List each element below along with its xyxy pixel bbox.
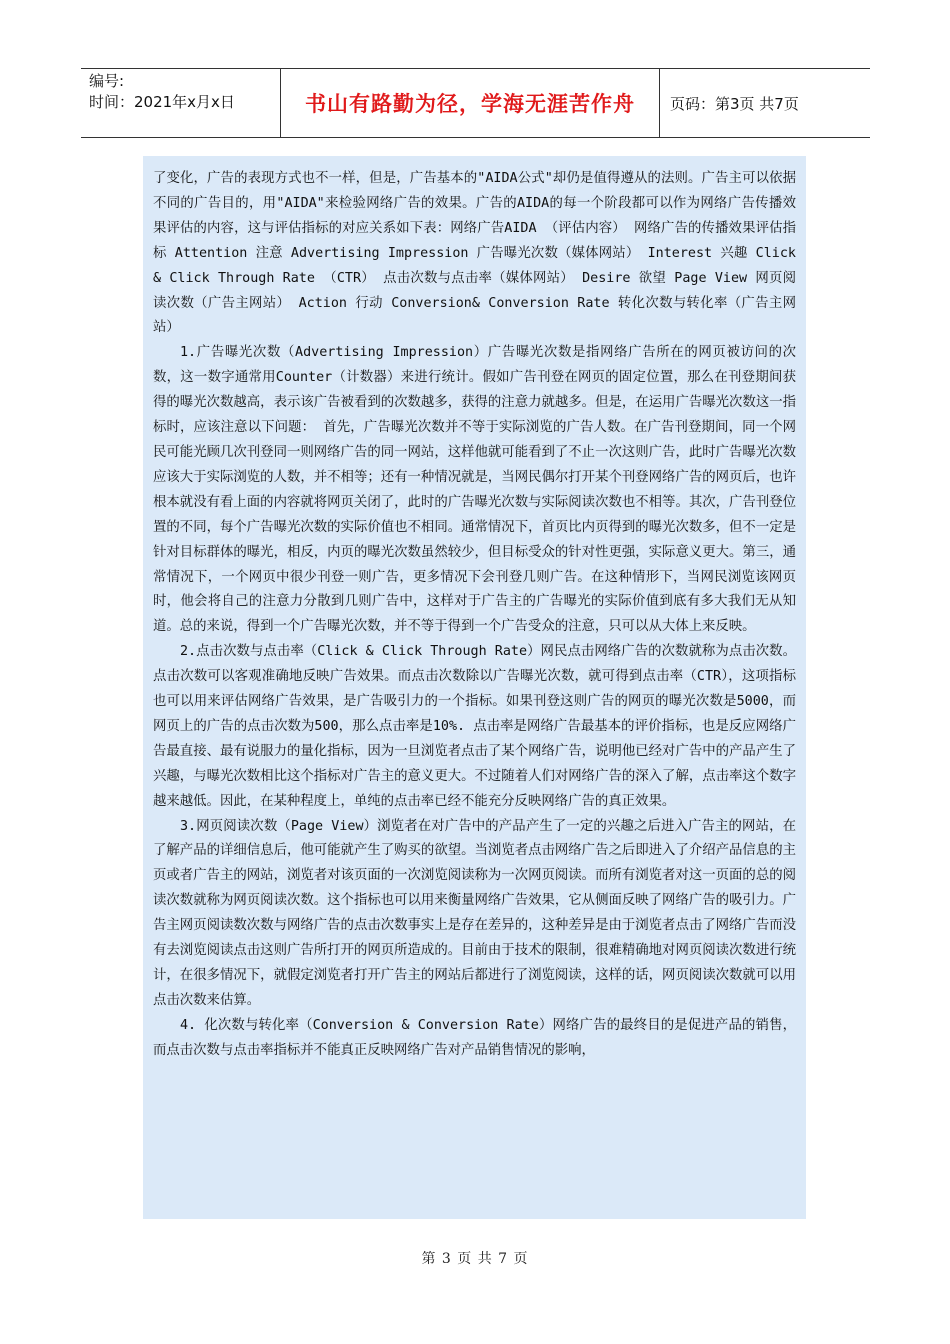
paragraph-intro: 了变化，广告的表现方式也不一样，但是，广告基本的"AIDA公式"却仍是值得遵从的法则。广告主可以依据不同的广告目的，用"AIDA"来检验网络广告的效果。广告的AIDA的每一个阶段都可以作为网络广告传播效果评估的内容，这与评估指标的对应关系如下表：网络广告AIDA （评估内容） 网络广告的传播效果评估指标 Attention 注意 Advertising Impression 广告曝光次数（媒体网站） Interest 兴趣 Click& Click Through Rate （CTR） 点击次数与点击率（媒体网站） Desire 欲望 Page View 网页阅读次数（广告主网站） Action 行动 Conversion& Conversion Rate 转化次数与转化率（广告主网站） [153, 171, 796, 336]
motto-text: 书山有路勤为径，学海无涯苦作舟 [305, 92, 635, 116]
paragraph-pageview: 3.网页阅读次数（Page View）浏览者在对广告中的产品产生了一定的兴趣之后进入广告主的网站，在了解产品的详细信息后，他可能就产生了购买的欲望。当浏览者点击网络广告之后即进入了介绍产品信息的主页或者广告主的网站，浏览者对该页面的一次浏览阅读称为一次网页阅读。而所有浏览者对这一页面的总的阅读次数就称为网页阅读次数。这个指标也可以用来衡量网络广告效果，它从侧面反映了网络广告的吸引力。广告主网页阅读数次数与网络广告的点击次数事实上是存在差异的，这种差异是由于浏览者点击了网络广告而没有去浏览阅读点击这则广告所打开的网页所造成的。目前由于技术的限制，很难精确地对网页阅读次数进行统计，在很多情况下，就假定浏览者打开广告主的网站后都进行了浏览阅读，这样的话，网页阅读次数就可以用点击次数来估算。 [153, 818, 796, 1008]
header-meta [81, 69, 281, 137]
header-motto-cell [281, 69, 660, 137]
paragraph-conversion: 4. 化次数与转化率（Conversion & Conversion Rate）网络广告的最终目的是促进产品的销售，而点击次数与点击率指标并不能真正反映网络广告对产品销售情况的影响， [153, 1017, 796, 1058]
time-label: 时间：2021年x月x日 [89, 93, 235, 111]
page-footer: 第 3 页 共 7 页 [421, 1251, 529, 1267]
page-label: 页码：第3页 共7页 [670, 94, 799, 113]
paragraph-impression: 1.广告曝光次数（Advertising Impression）广告曝光次数是指网络广告所在的网页被访问的次数，这一数字通常用Counter（计数器）来进行统计。假如广告刊登在网页的固定位置，那么在刊登期间获得的曝光次数越高，表示该广告被看到的次数越多，获得的注意力就越多。但是，在运用广告曝光次数这一指标时，应该注意以下问题： 首先，广告曝光次数并不等于实际浏览的广告人数。在广告刊登期间，同一个网民可能光顾几次刊登同一则网络广告的同一网站，这样他就可能看到了不止一次这则广告，此时广告曝光次数应该大于实际浏览的人数，并不相等；还有一种情况就是，当网民偶尔打开某个刊登网络广告的网页后，也许根本就没有看上面的内容就将网页关闭了，此时的广告曝光次数与实际阅读次数也不相等。其次，广告刊登位置的不同，每个广告曝光次数的实际价值也不相同。通常情况下，首页比内页得到的曝光次数多，但不一定是针对目标群体的曝光，相反，内页的曝光次数虽然较少，但目标受众的针对性更强，实际意义更大。第三，通常情况下，一个网页中很少刊登一则广告，更多情况下会刊登几则广告。在这种情形下，当网民浏览该网页时，他会将自己的注意力分散到几则广告中，这样对于广告主的广告曝光的实际价值到底有多大我们无从知道。总的来说，得到一个广告曝光次数，并不等于得到一个广告受众的注意，只可以从大体上来反映。 [153, 345, 796, 635]
header-page-cell [660, 69, 870, 137]
document-body [143, 156, 806, 1219]
header-table [81, 68, 870, 138]
number-label: 编号: [89, 72, 125, 90]
paragraph-click: 2.点击次数与点击率（Click & Click Through Rate）网民点击网络广告的次数就称为点击次数。点击次数可以客观准确地反映广告效果。而点击次数除以广告曝光次数，就可得到点击率（CTR），这项指标也可以用来评估网络广告效果，是广告吸引力的一个指标。如果刊登这则广告的网页的曝光次数是5000，而网页上的广告的点击次数为500，那么点击率是10%. 点击率是网络广告最基本的评价指标，也是反应网络广告最直接、最有说服力的量化指标，因为一旦浏览者点击了某个网络广告，说明他已经对广告中的产品产生了兴趣，与曝光次数相比这个指标对广告主的意义更大。不过随着人们对网络广告的深入了解，点击率这个数字越来越低。因此，在某种程度上，单纯的点击率已经不能充分反映网络广告的真正效果。 [153, 644, 796, 809]
